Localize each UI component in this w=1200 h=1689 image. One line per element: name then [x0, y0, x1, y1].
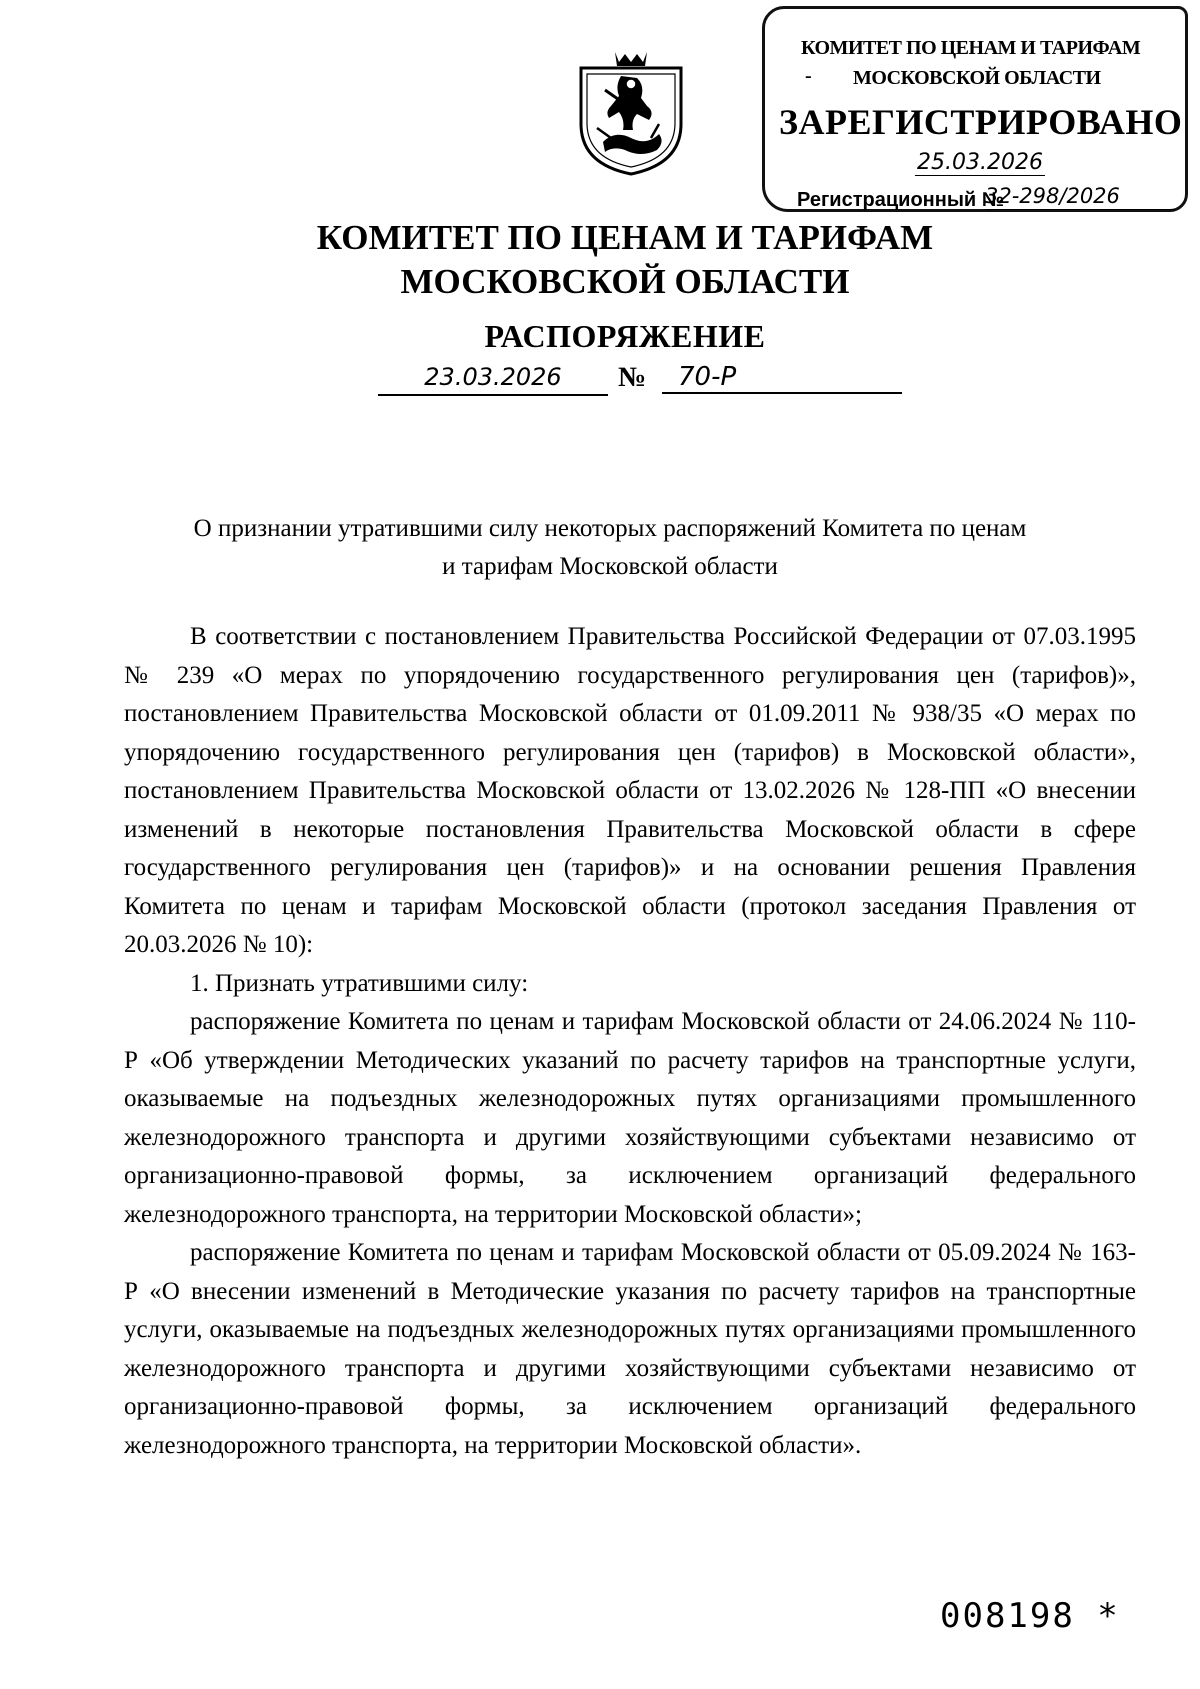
org-line2: МОСКОВСКОЙ ОБЛАСТИ: [400, 262, 850, 301]
subject-line2: и тарифам Московской области: [442, 553, 778, 580]
serial-number: 008198 *: [940, 1596, 1120, 1636]
document-body: [124, 618, 1136, 1465]
document-number: 70-Р: [662, 360, 902, 394]
body-item1: 1. Признать утратившими силу:: [190, 969, 529, 997]
registration-stamp: [762, 6, 1188, 212]
stamp-committee-line1: КОМИТЕТ ПО ЦЕНАМ И ТАРИФАМ: [801, 37, 1141, 59]
stamp-reg-number: 32-298/2026: [985, 183, 1175, 210]
body-preamble: В соответствии с постановлением Правительства Российской Федерации от 07.03.1995 № 239 «О мерах по упорядочению государственного регулирования цен (тарифов)», постановлением Правительства Московской области от 01.09.2011 № 938/35 «О мерах по упорядочению государственного регулирования цен (тарифов) в Московской области», постановлением Правительства Московской области от 13.02.2026 № 128-ПП «О внесении изменений в некоторые постановления Правительства Московской области в сфере государственного регулирования цен (тарифов)» и на основании решения Правления Комитета по ценам и тарифам Московской области (протокол заседания Правления от 20.03.2026 № 10):: [124, 623, 1136, 958]
document-number-label: №: [618, 362, 647, 393]
body-order1: распоряжение Комитета по ценам и тарифам Московской области от 24.06.2024 № 110-Р «Об утверждении Методических указаний по расчету тарифов на транспортные услуги, оказываемые на подъездных железнодорожных путях организациями промышленного железнодорожного транспорта и другими хозяйствующими субъектами независимо от организационно-правовой формы, за исключением организаций федерального железнодорожного транспорта, на территории Московской области»;: [124, 1008, 1136, 1228]
org-line1: КОМИТЕТ ПО ЦЕНАМ И ТАРИФАМ: [316, 218, 934, 257]
document-date: 23.03.2026: [378, 360, 608, 396]
body-order2: распоряжение Комитета по ценам и тарифам Московской области от 05.09.2024 № 163-Р «О внесении изменений в Методические указания по расчету тарифов на транспортные услуги, оказываемые на подъездных железнодорожных путях организациями промышленного железнодорожного транспорта и другими хозяйствующими субъектами независимо от организационно-правовой формы, за исключением организаций федерального железнодорожного транспорта, на территории Московской области».: [124, 1239, 1136, 1459]
document-type: РАСПОРЯЖЕНИЕ: [484, 318, 766, 354]
stamp-dash: -: [805, 65, 812, 87]
stamp-committee-line2: МОСКОВСКОЙ ОБЛАСТИ: [853, 67, 1101, 89]
subject-line1: О признании утратившими силу некоторых распоряжений Комитета по ценам: [193, 515, 1027, 542]
stamp-reg-label: Регистрационный №: [797, 189, 1005, 211]
document-subject: [140, 510, 1080, 586]
coat-of-arms-icon: [575, 46, 687, 178]
stamp-title: ЗАРЕГИСТРИРОВАНО: [779, 102, 1183, 142]
organization-name: [260, 216, 990, 304]
stamp-date: 25.03.2026: [915, 151, 1045, 176]
